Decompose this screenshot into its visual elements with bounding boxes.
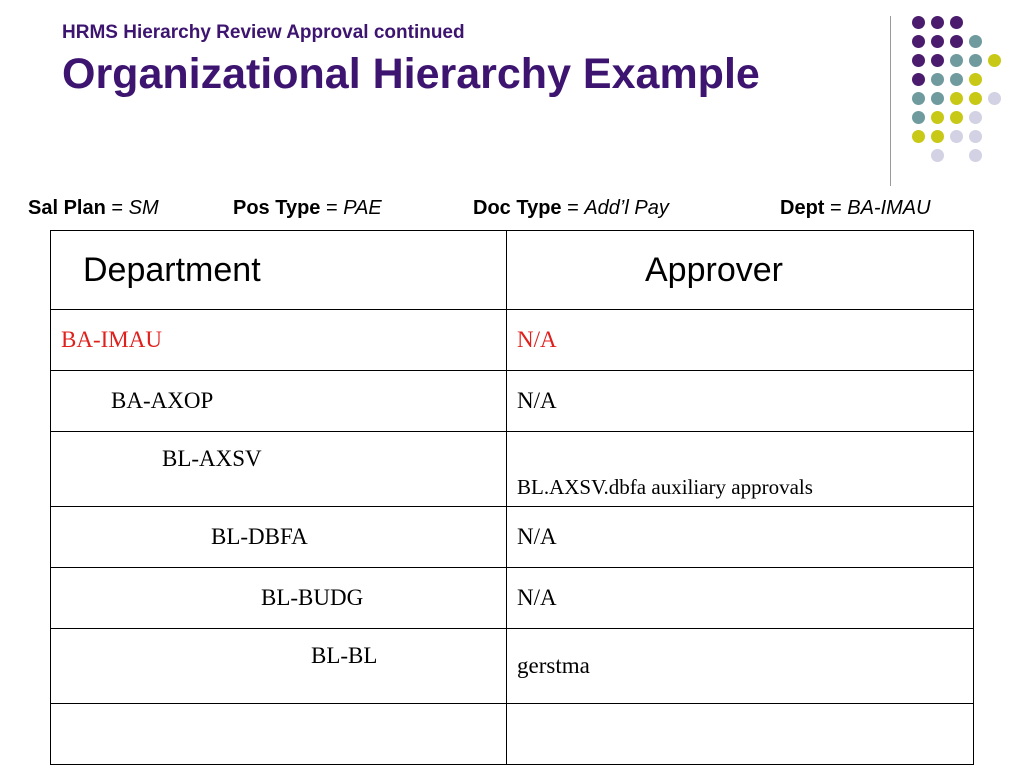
criteria-label: Dept xyxy=(780,197,825,219)
criteria-doc-type xyxy=(473,197,669,220)
table-row xyxy=(51,629,974,704)
decor-dot xyxy=(912,73,925,86)
department-cell: BL-BUDG xyxy=(51,568,507,629)
criteria-value: SM xyxy=(128,197,159,219)
approver-cell xyxy=(507,704,974,765)
decor-dot xyxy=(969,35,982,48)
hierarchy-table xyxy=(50,230,974,765)
decor-dot xyxy=(931,149,944,162)
decor-dot xyxy=(969,73,982,86)
table-row xyxy=(51,507,974,568)
decor-dot xyxy=(950,73,963,86)
decor-dot xyxy=(912,35,925,48)
decor-dot xyxy=(912,111,925,124)
decor-dot xyxy=(950,54,963,67)
decor-dot xyxy=(988,92,1001,105)
criteria-pos-type xyxy=(233,197,382,220)
decor-dot xyxy=(931,54,944,67)
decor-dot xyxy=(988,54,1001,67)
decor-dot xyxy=(912,92,925,105)
table-row xyxy=(51,371,974,432)
column-header-approver: Approver xyxy=(507,231,974,310)
approver-cell: BL.AXSV.dbfa auxiliary approvals xyxy=(507,432,974,507)
slide-subtitle: HRMS Hierarchy Review Approval continued xyxy=(62,22,465,43)
department-cell: BA-IMAU xyxy=(51,310,507,371)
department-cell: BL-DBFA xyxy=(51,507,507,568)
approver-cell: N/A xyxy=(507,310,974,371)
criteria-label: Sal Plan xyxy=(28,197,106,219)
criteria-value: Add’l Pay xyxy=(584,197,669,219)
decor-dot xyxy=(912,16,925,29)
decor-dot xyxy=(969,111,982,124)
table-row xyxy=(51,704,974,765)
department-cell: BL-AXSV xyxy=(51,432,507,507)
department-cell: BA-AXOP xyxy=(51,371,507,432)
approver-cell: N/A xyxy=(507,371,974,432)
approver-cell: N/A xyxy=(507,507,974,568)
decor-dot xyxy=(912,54,925,67)
decor-dot xyxy=(969,130,982,143)
decor-dot xyxy=(969,54,982,67)
table-row xyxy=(51,568,974,629)
decor-dot xyxy=(950,35,963,48)
criteria-value: PAE xyxy=(343,197,382,219)
criteria-value: BA-IMAU xyxy=(847,197,931,219)
approver-cell: gerstma xyxy=(507,629,974,704)
department-cell: BL-BL xyxy=(51,629,507,704)
criteria-equals: = xyxy=(561,197,585,219)
column-header-department: Department xyxy=(51,231,507,310)
department-cell xyxy=(51,704,507,765)
decor-dot xyxy=(931,92,944,105)
decor-dot xyxy=(931,16,944,29)
decor-dot xyxy=(950,16,963,29)
decor-dot xyxy=(931,111,944,124)
decor-dot xyxy=(912,130,925,143)
table-row xyxy=(51,310,974,371)
criteria-dept xyxy=(780,197,931,220)
decor-dot xyxy=(969,92,982,105)
criteria-equals: = xyxy=(320,197,344,219)
decor-dot xyxy=(950,111,963,124)
criteria-label: Doc Type xyxy=(473,197,562,219)
table-header-row xyxy=(51,231,974,310)
decorative-divider xyxy=(890,16,891,186)
decor-dot xyxy=(931,130,944,143)
criteria-sal-plan xyxy=(28,197,159,220)
criteria-label: Pos Type xyxy=(233,197,321,219)
criteria-equals: = xyxy=(824,197,848,219)
criteria-equals: = xyxy=(105,197,129,219)
decor-dot xyxy=(931,73,944,86)
approver-cell: N/A xyxy=(507,568,974,629)
decor-dot xyxy=(950,92,963,105)
decor-dot xyxy=(950,130,963,143)
slide-title: Organizational Hierarchy Example xyxy=(62,50,760,98)
decor-dot xyxy=(931,35,944,48)
table-row xyxy=(51,432,974,507)
decor-dot xyxy=(969,149,982,162)
